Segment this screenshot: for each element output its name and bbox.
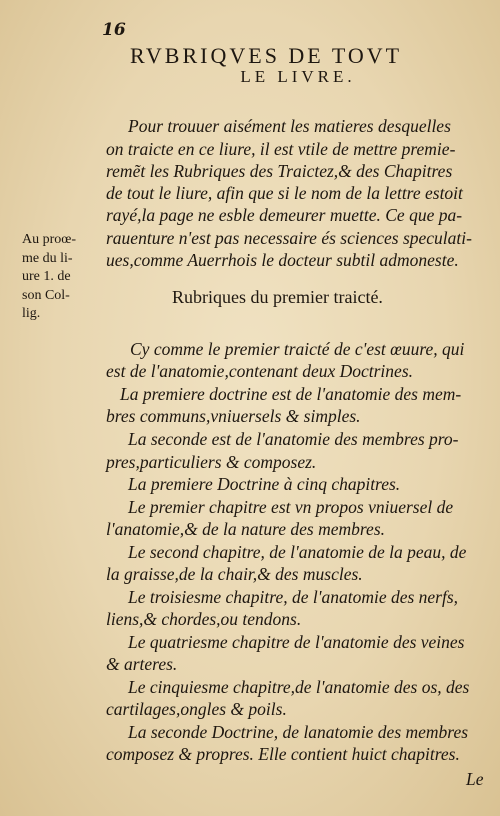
rubric-line: Cy comme le premier traicté de c'est œuure, qui: [130, 339, 465, 359]
running-head-line-2: LE LIVRE.: [240, 67, 356, 86]
rubric-line: & arteres.: [106, 654, 178, 674]
intro-line: de tout le liure, afin que si le nom de la lettre estoit: [106, 183, 463, 203]
intro-line: rayé,la page ne esble demeurer muette. Ce que pa-: [106, 205, 463, 225]
rubric-line: composez & propres. Elle contient huict chapitres.: [106, 744, 460, 764]
rubric-line: La premiere doctrine est de l'anatomie des mem-: [120, 384, 462, 404]
intro-line: rauenture n'est pas necessaire és sciences speculati-: [106, 228, 472, 248]
intro-line: remẽt les Rubriques des Traictez,& des Chapitres: [106, 161, 453, 181]
running-head-line-1: RVBRIQVES DE TOVT: [130, 43, 403, 68]
rubric-line: bres communs,vniuersels & simples.: [106, 406, 361, 426]
margin-note-line: me du li-: [22, 251, 73, 266]
rubric-line: Le cinquiesme chapitre,de l'anatomie des os, des: [128, 677, 470, 697]
rubric-line: pres,particuliers & composez.: [106, 452, 317, 472]
intro-line: Pour trouuer aisément les matieres desquelles: [128, 116, 451, 136]
rubric-line: est de l'anatomie,contenant deux Doctrines.: [106, 361, 414, 381]
rubric-line: Le premier chapitre est vn propos vniuersel de: [128, 497, 454, 517]
page-number: 16: [102, 20, 126, 40]
rubric-line: Le second chapitre, de l'anatomie de la peau, de: [128, 542, 467, 562]
margin-note-line: ure 1. de: [22, 269, 71, 284]
margin-note-line: son Col-: [22, 288, 70, 303]
rubric-line: cartilages,ongles & poils.: [106, 699, 287, 719]
margin-note-line: Au proœ-: [22, 232, 77, 247]
intro-line: ues,comme Auerrhois le docteur subtil admoneste.: [106, 250, 459, 270]
catchword: Le: [466, 769, 484, 789]
rubric-line: liens,& chordes,ou tendons.: [106, 609, 302, 629]
rubric-line: La seconde est de l'anatomie des membres pro-: [128, 429, 459, 449]
section-heading: Rubriques du premier traicté.: [172, 287, 383, 307]
rubric-line: Le troisiesme chapitre, de l'anatomie des nerfs,: [128, 587, 459, 607]
rubric-line: Le quatriesme chapitre de l'anatomie des veines: [128, 632, 465, 652]
intro-line: on traicte en ce liure, il est vtile de mettre premie-: [106, 139, 456, 159]
rubric-line: la graisse,de la chair,& des muscles.: [106, 564, 363, 584]
margin-note-line: lig.: [22, 306, 41, 321]
rubric-line: l'anatomie,& de la nature des membres.: [106, 519, 386, 539]
rubric-line: La seconde Doctrine, de lanatomie des membres: [128, 722, 469, 742]
rubric-line: La premiere Doctrine à cinq chapitres.: [128, 474, 401, 494]
